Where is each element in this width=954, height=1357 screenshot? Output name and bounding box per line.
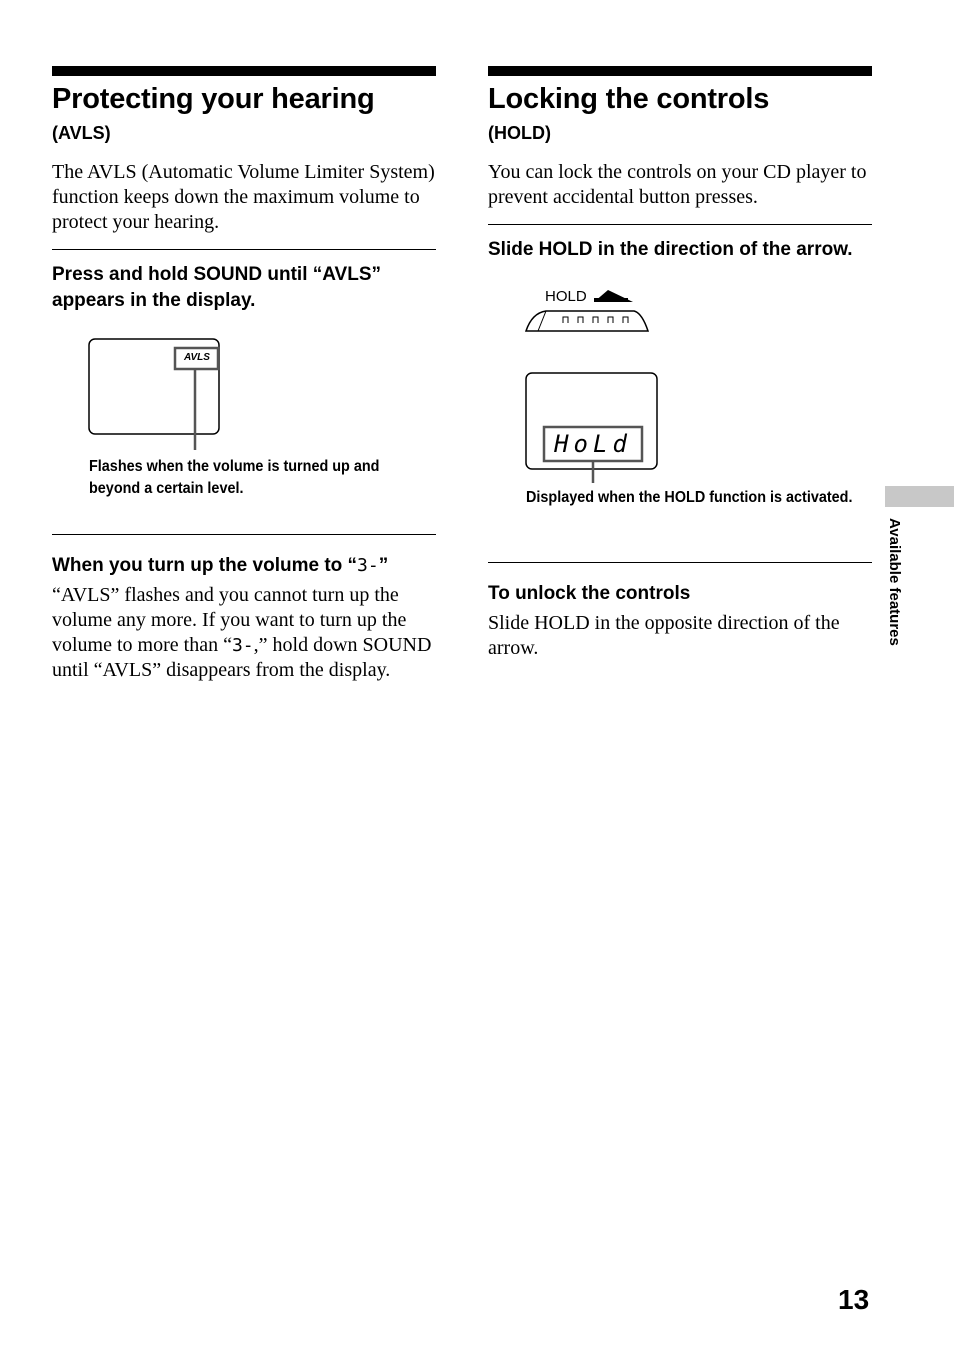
divider [52, 249, 436, 250]
hold-display-figure [488, 363, 872, 563]
avls-indicator: AVLS [184, 352, 210, 363]
note-text-part2: ,” hold down SOUND until “AVLS” disappears from the display. [52, 634, 432, 681]
hold-display-text: HoLd [554, 430, 632, 458]
step-instruction: Press and hold SOUND until “AVLS” appears in the display. [52, 264, 382, 311]
avls-display-figure [52, 328, 436, 524]
left-column [52, 66, 436, 683]
volume-level-symbol: 3- [231, 635, 254, 656]
page-number: 13 [838, 1284, 870, 1315]
section-bar [488, 66, 872, 76]
intro-paragraph: The AVLS (Automatic Volume Limiter System) function keeps down the maximum volume to protect your hearing. [52, 161, 435, 233]
section-subtitle: (AVLS) [52, 123, 111, 143]
hold-switch-figure [488, 277, 872, 337]
divider [52, 534, 436, 535]
side-tab-marker [885, 486, 954, 507]
note-heading-text: When you turn up the volume to “ [52, 555, 358, 576]
note-text-part1: “AVLS” flashes and you cannot turn up the volume any more. If you want to turn up the volume to more than “ [52, 584, 407, 656]
section-subtitle: (HOLD) [488, 123, 551, 143]
intro-paragraph: You can lock the controls on your CD player to prevent accidental button presses. [488, 161, 867, 208]
lcd-display-illustration [52, 328, 436, 453]
unlock-heading: To unlock the controls [488, 583, 691, 604]
volume-level-symbol: 3- [357, 555, 379, 576]
unlock-paragraph: Slide HOLD in the opposite direction of the arrow. [488, 612, 840, 659]
note-paragraph [52, 583, 436, 683]
hold-switch-illustration [488, 277, 688, 337]
step-instruction: Slide HOLD in the direction of the arrow. [488, 239, 853, 260]
side-tab-label: Available features [886, 518, 903, 646]
right-column [488, 66, 872, 661]
note-heading [52, 553, 436, 579]
note-heading-close: ” [378, 555, 389, 576]
figure-caption: Displayed when the HOLD function is activated. [526, 489, 853, 506]
section-bar [52, 66, 436, 76]
lcd-display-illustration [488, 363, 872, 483]
divider [488, 224, 872, 225]
figure-caption: Flashes when the volume is turned up and beyond a certain level. [89, 458, 380, 497]
hold-switch-label: HOLD [545, 288, 587, 305]
section-title: Protecting your hearing [52, 83, 375, 115]
section-title: Locking the controls [488, 83, 770, 115]
